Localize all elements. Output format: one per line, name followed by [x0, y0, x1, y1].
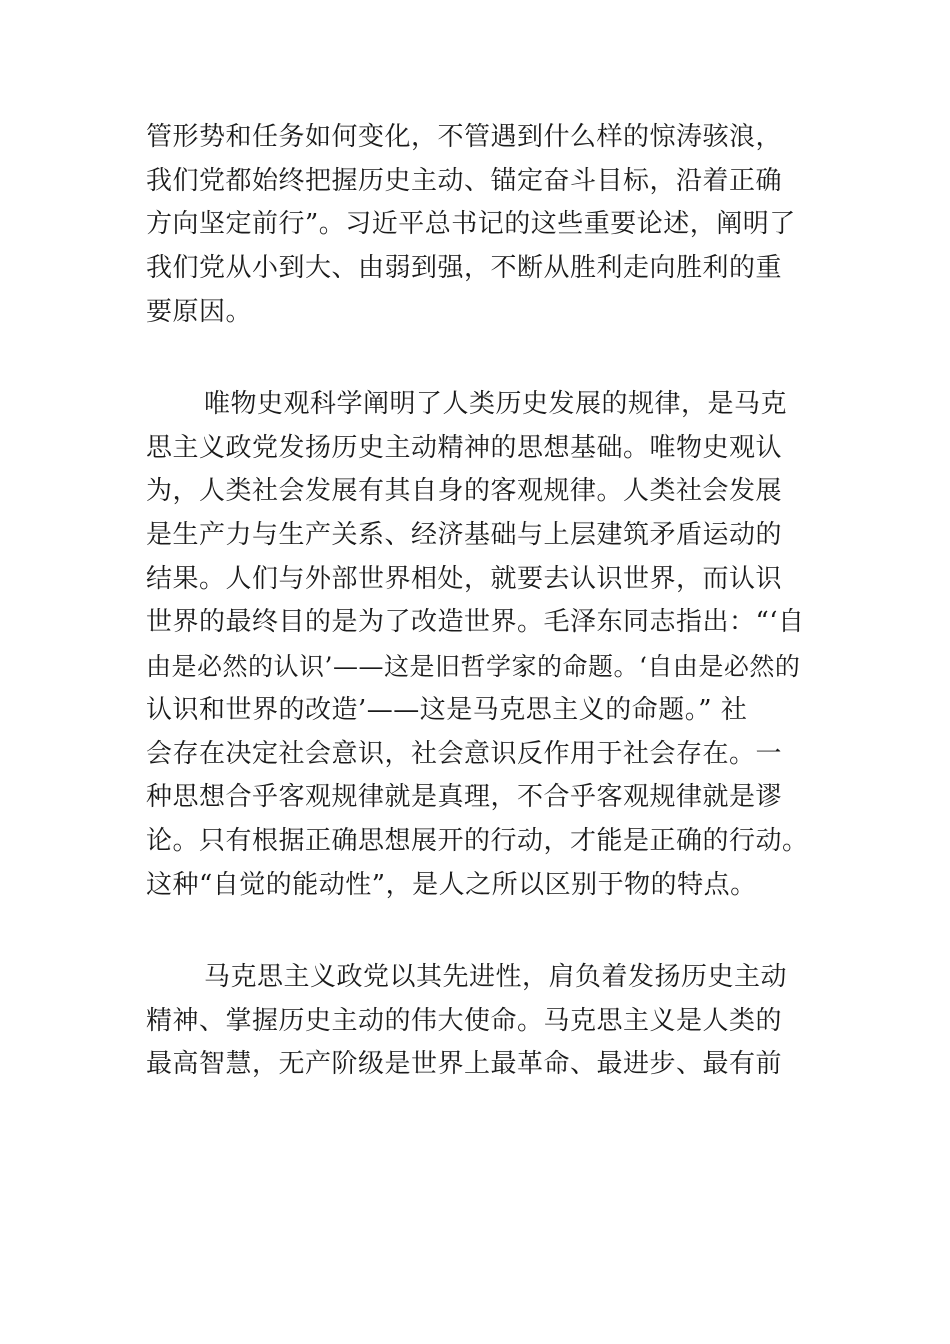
text-line: 唯物史观科学阐明了人类历史发展的规律，是马克: [204, 389, 788, 419]
text-line: 我们党都始终把握历史主动、锚定奋斗目标，沿着正确: [146, 165, 783, 196]
text-line: 论。只有根据正确思想展开的行动，才能是正确的行动。: [146, 825, 809, 856]
text-line: 思主义政党发扬历史主动精神的思想基础。唯物史观认: [146, 432, 783, 463]
text-line: 精神、掌握历史主动的伟大使命。马克思主义是人类的: [146, 1005, 783, 1036]
paragraph-continuation: [146, 116, 811, 334]
text-line: 这种“自觉的能动性”，是人之所以区别于物的特点。: [146, 869, 757, 900]
paragraph-marxist-party: [146, 956, 811, 1087]
text-line: 结果。人们与外部世界相处，就要去认识世界，而认识: [146, 563, 783, 594]
text-line: 方向坚定前行”。习近平总书记的这些重要论述，阐明了: [146, 209, 796, 240]
text-line: 最高智慧，无产阶级是世界上最革命、最进步、最有前: [146, 1049, 783, 1080]
text-line: 我们党从小到大、由弱到强，不断从胜利走向胜利的重: [146, 253, 783, 284]
text-line: 为，人类社会发展有其自身的客观规律。人类社会发展: [146, 476, 783, 507]
text-line: 是生产力与生产关系、经济基础与上层建筑矛盾运动的: [146, 520, 783, 551]
text-line: 认识和世界的改造’——这是马克思主义的命题。” 社: [146, 694, 748, 725]
text-line: 由是必然的认识’——这是旧哲学家的命题。‘自由是必然的: [146, 652, 801, 682]
text-line: 种思想合乎客观规律就是真理，不合乎客观规律就是谬: [146, 782, 783, 813]
text-line: 会存在决定社会意识，社会意识反作用于社会存在。一: [146, 738, 783, 769]
text-line: 管形势和任务如何变化，不管遇到什么样的惊涛骇浪，: [146, 122, 783, 152]
text-line: 要原因。: [146, 296, 253, 327]
paragraph-historical-materialism: [146, 383, 811, 907]
text-line: 马克思主义政党以其先进性，肩负着发扬历史主动: [204, 962, 788, 992]
text-line: 世界的最终目的是为了改造世界。毛泽东同志指出：“‘自: [146, 607, 805, 638]
